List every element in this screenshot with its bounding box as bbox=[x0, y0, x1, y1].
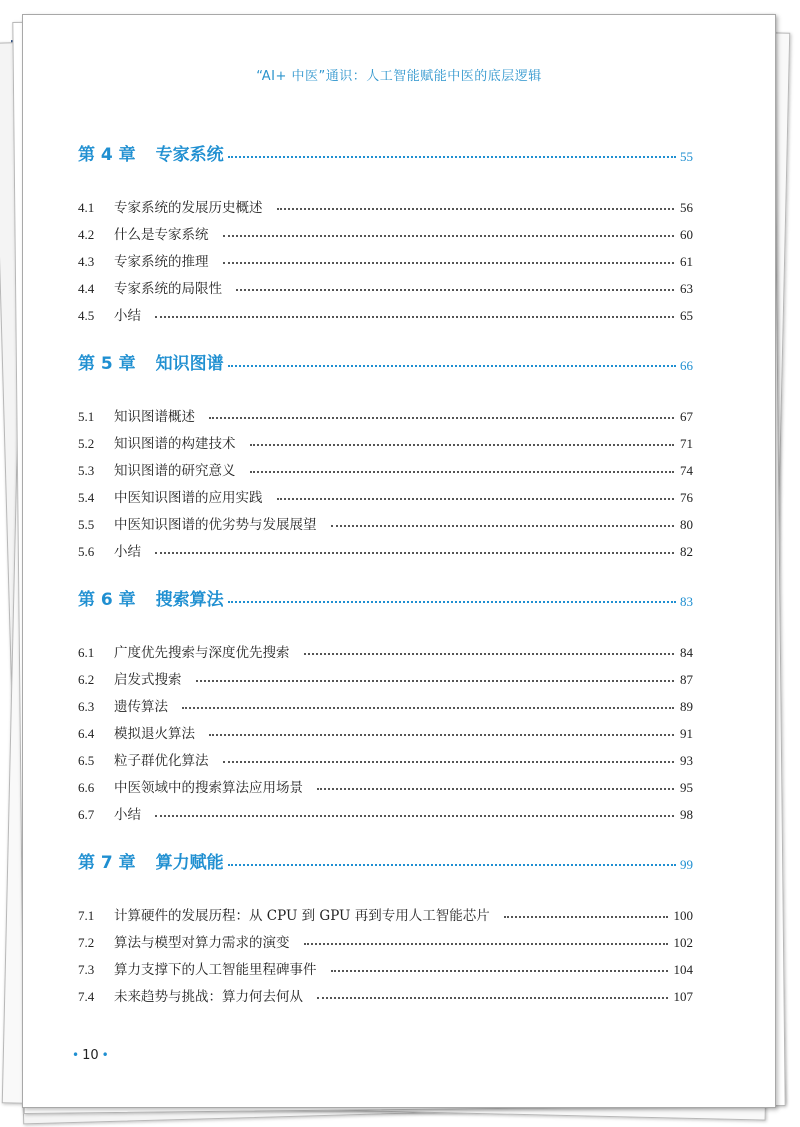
section-title: 小结 bbox=[114, 308, 141, 324]
toc-entry[interactable] bbox=[78, 506, 693, 533]
section-title: 粒子群优化算法 bbox=[114, 753, 209, 769]
dot-leader bbox=[304, 943, 668, 945]
dot-leader bbox=[155, 815, 674, 817]
section-number: 6.1 bbox=[78, 645, 95, 660]
section-title: 广度优先搜索与深度优先搜索 bbox=[114, 645, 290, 661]
section-number: 6.6 bbox=[78, 780, 95, 795]
dot-leader bbox=[331, 970, 668, 972]
chapter-number: 第 4 章 bbox=[78, 145, 136, 165]
section-page-number: 76 bbox=[680, 490, 693, 505]
toc-entry[interactable] bbox=[78, 688, 693, 715]
dot-leader bbox=[331, 525, 675, 527]
section-number: 6.2 bbox=[78, 672, 95, 687]
section-title: 知识图谱的构建技术 bbox=[114, 436, 236, 452]
section-title: 启发式搜索 bbox=[114, 672, 182, 688]
section-title: 中医知识图谱的应用实践 bbox=[114, 490, 263, 506]
section-page-number: 98 bbox=[680, 807, 693, 822]
section-page-number: 61 bbox=[680, 254, 693, 269]
section-number: 4.5 bbox=[78, 308, 95, 323]
dot-leader bbox=[228, 365, 676, 367]
dot-leader bbox=[250, 444, 675, 446]
section-page-number: 60 bbox=[680, 227, 693, 242]
chapter-title: 搜索算法 bbox=[155, 590, 224, 610]
section-number: 5.6 bbox=[78, 544, 95, 559]
chapter-number: 第 6 章 bbox=[78, 590, 136, 610]
section-number: 7.1 bbox=[78, 908, 95, 923]
section-page-number: 91 bbox=[680, 726, 693, 741]
chapter-page-number: 66 bbox=[680, 358, 693, 373]
table-of-contents bbox=[78, 135, 693, 1005]
section-title: 计算硬件的发展历程：从 CPU 到 GPU 再到专用人工智能芯片 bbox=[114, 908, 490, 924]
chapter-page-number: 99 bbox=[680, 857, 693, 872]
section-page-number: 84 bbox=[680, 645, 693, 660]
dot-leader bbox=[182, 707, 674, 709]
dot-leader bbox=[228, 601, 676, 603]
section-page-number: 102 bbox=[673, 935, 693, 950]
chapter-title: 专家系统 bbox=[155, 145, 224, 165]
section-title: 算法与模型对算力需求的演变 bbox=[114, 935, 290, 951]
section-number: 6.7 bbox=[78, 807, 95, 822]
toc-entry[interactable] bbox=[78, 479, 693, 506]
dot-leader bbox=[209, 734, 674, 736]
dot-leader bbox=[277, 498, 675, 500]
toc-page bbox=[22, 14, 776, 1108]
toc-entry[interactable] bbox=[78, 951, 693, 978]
chapter-title: 算力赋能 bbox=[155, 853, 224, 873]
toc-entry[interactable] bbox=[78, 742, 693, 769]
chapter-heading[interactable] bbox=[78, 580, 693, 610]
toc-entry[interactable] bbox=[78, 270, 693, 297]
page-footer bbox=[69, 1048, 112, 1063]
toc-entry[interactable] bbox=[78, 769, 693, 796]
dot-leader bbox=[304, 653, 675, 655]
section-title: 未来趋势与挑战：算力何去何从 bbox=[114, 989, 303, 1005]
toc-entry[interactable] bbox=[78, 452, 693, 479]
section-page-number: 67 bbox=[680, 409, 693, 424]
section-number: 4.2 bbox=[78, 227, 95, 242]
toc-entry[interactable] bbox=[78, 297, 693, 324]
bullet-dot-icon: • bbox=[101, 1048, 109, 1062]
section-title: 专家系统的推理 bbox=[114, 254, 209, 270]
section-number: 7.3 bbox=[78, 962, 95, 977]
dot-leader bbox=[317, 788, 674, 790]
chapter-page-number: 55 bbox=[680, 149, 693, 164]
bullet-dot-icon: • bbox=[72, 1048, 80, 1062]
running-header: “AI+ 中医”通识：人工智能赋能中医的底层逻辑 bbox=[256, 69, 542, 84]
section-number: 7.4 bbox=[78, 989, 95, 1004]
section-page-number: 56 bbox=[680, 200, 693, 215]
section-title: 遗传算法 bbox=[114, 699, 168, 715]
toc-entry[interactable] bbox=[78, 924, 693, 951]
toc-entry[interactable] bbox=[78, 189, 693, 216]
toc-entry[interactable] bbox=[78, 796, 693, 823]
section-page-number: 100 bbox=[673, 908, 693, 923]
chapter-title: 知识图谱 bbox=[155, 354, 224, 374]
section-page-number: 107 bbox=[673, 989, 693, 1004]
toc-entry[interactable] bbox=[78, 398, 693, 425]
section-title: 专家系统的发展历史概述 bbox=[114, 200, 263, 216]
section-number: 6.3 bbox=[78, 699, 95, 714]
toc-entry[interactable] bbox=[78, 661, 693, 688]
toc-entry[interactable] bbox=[78, 634, 693, 661]
section-title: 小结 bbox=[114, 807, 141, 823]
dot-leader bbox=[236, 289, 674, 291]
section-number: 4.3 bbox=[78, 254, 95, 269]
section-title: 什么是专家系统 bbox=[114, 227, 209, 243]
dot-leader bbox=[317, 997, 668, 999]
dot-leader bbox=[228, 864, 676, 866]
toc-entry[interactable] bbox=[78, 243, 693, 270]
section-page-number: 80 bbox=[680, 517, 693, 532]
dot-leader bbox=[209, 417, 674, 419]
section-page-number: 71 bbox=[680, 436, 693, 451]
section-number: 4.4 bbox=[78, 281, 95, 296]
chapter-number: 第 7 章 bbox=[78, 853, 136, 873]
section-page-number: 65 bbox=[680, 308, 693, 323]
section-number: 4.1 bbox=[78, 200, 95, 215]
dot-leader bbox=[196, 680, 675, 682]
dot-leader bbox=[223, 761, 675, 763]
dot-leader bbox=[228, 156, 676, 158]
section-page-number: 87 bbox=[680, 672, 693, 687]
section-number: 5.3 bbox=[78, 463, 95, 478]
dot-leader bbox=[504, 916, 668, 918]
section-number: 7.2 bbox=[78, 935, 95, 950]
section-number: 5.1 bbox=[78, 409, 95, 424]
section-page-number: 63 bbox=[680, 281, 693, 296]
section-page-number: 82 bbox=[680, 544, 693, 559]
section-title: 中医领域中的搜索算法应用场景 bbox=[114, 780, 303, 796]
dot-leader bbox=[223, 262, 675, 264]
toc-entry[interactable] bbox=[78, 978, 693, 1005]
section-page-number: 104 bbox=[673, 962, 693, 977]
page-number: 10 bbox=[82, 1048, 99, 1063]
section-number: 5.4 bbox=[78, 490, 95, 505]
section-number: 5.2 bbox=[78, 436, 95, 451]
section-page-number: 89 bbox=[680, 699, 693, 714]
dot-leader bbox=[155, 552, 674, 554]
chapter-number: 第 5 章 bbox=[78, 354, 136, 374]
toc-entry[interactable] bbox=[78, 897, 693, 924]
section-number: 6.5 bbox=[78, 753, 95, 768]
chapter-heading[interactable] bbox=[78, 843, 693, 873]
section-title: 中医知识图谱的优劣势与发展展望 bbox=[114, 517, 317, 533]
dot-leader bbox=[223, 235, 675, 237]
toc-entry[interactable] bbox=[78, 216, 693, 243]
section-page-number: 93 bbox=[680, 753, 693, 768]
toc-entry[interactable] bbox=[78, 533, 693, 560]
toc-entry[interactable] bbox=[78, 715, 693, 742]
section-title: 模拟退火算法 bbox=[114, 726, 195, 742]
chapter-heading[interactable] bbox=[78, 344, 693, 374]
section-page-number: 95 bbox=[680, 780, 693, 795]
section-number: 5.5 bbox=[78, 517, 95, 532]
dot-leader bbox=[277, 208, 675, 210]
section-page-number: 74 bbox=[680, 463, 693, 478]
section-number: 6.4 bbox=[78, 726, 95, 741]
toc-entry[interactable] bbox=[78, 425, 693, 452]
section-title: 知识图谱的研究意义 bbox=[114, 463, 236, 479]
section-title: 算力支撑下的人工智能里程碑事件 bbox=[114, 962, 317, 978]
chapter-page-number: 83 bbox=[680, 594, 693, 609]
dot-leader bbox=[155, 316, 674, 318]
section-title: 专家系统的局限性 bbox=[114, 281, 222, 297]
section-title: 知识图谱概述 bbox=[114, 409, 195, 425]
chapter-heading[interactable] bbox=[78, 135, 693, 165]
section-title: 小结 bbox=[114, 544, 141, 560]
dot-leader bbox=[250, 471, 675, 473]
